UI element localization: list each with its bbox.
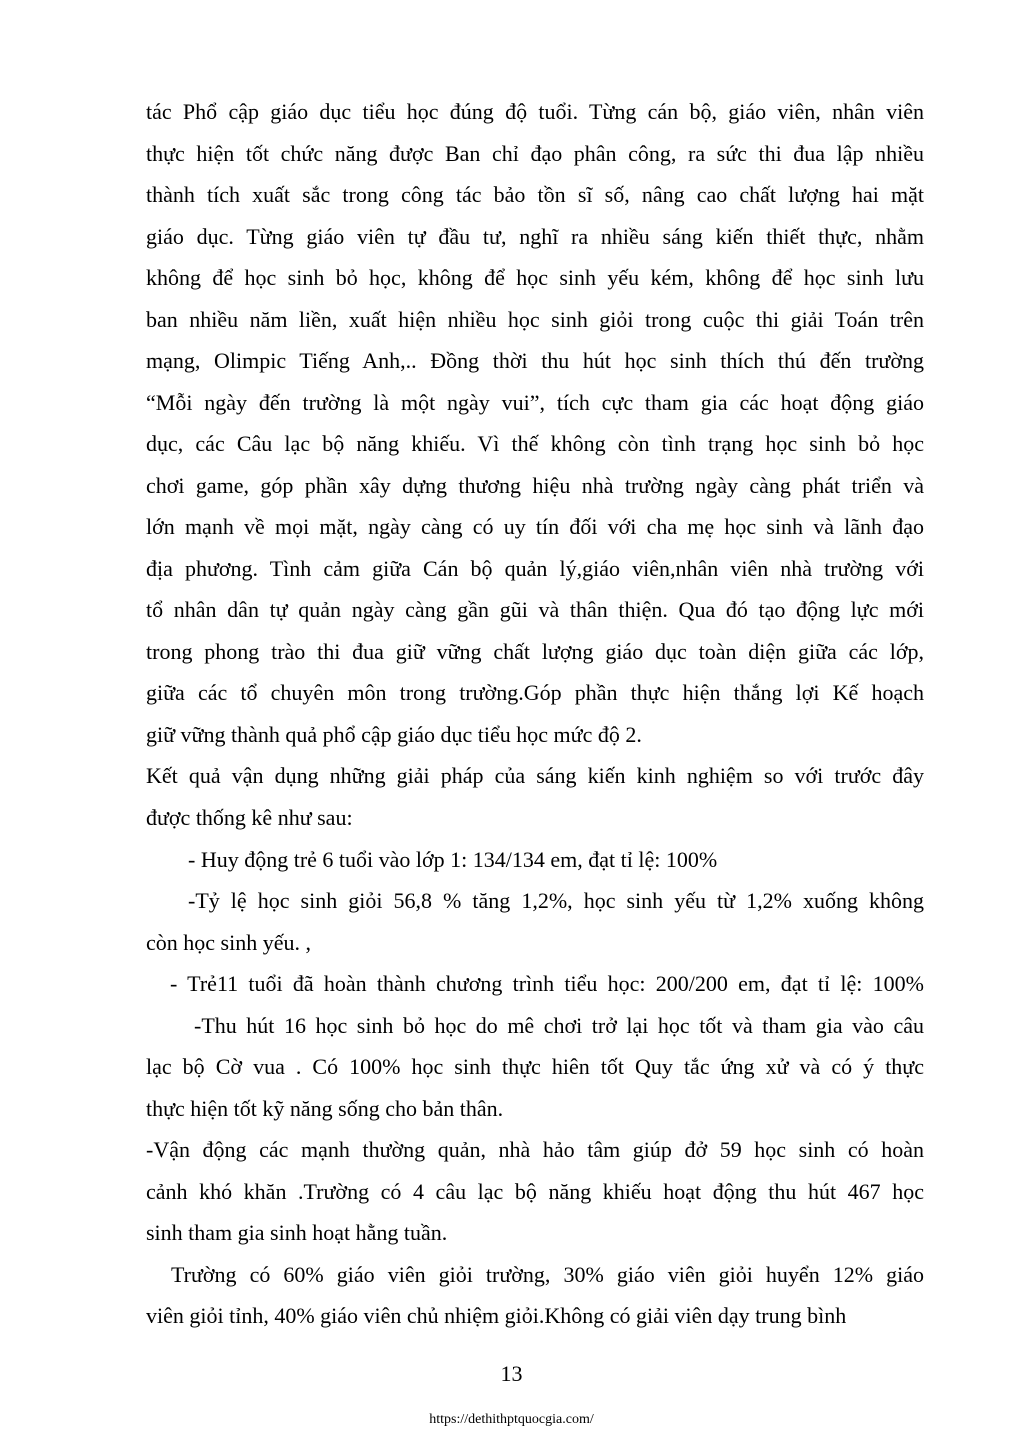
body-line: tác Phổ cập giáo dục tiểu học đúng độ tuổi. Từng cán bộ, giáo viên, nhân viên	[146, 99, 924, 124]
body-line: trong phong trào thi đua giữ vững chất lượng giáo dục toàn diện giữa các lớp,	[146, 639, 924, 664]
body-line: được thống kê như sau:	[146, 805, 353, 830]
list-item: - Huy động trẻ 6 tuổi vào lớp 1: 134/134 em, đạt tỉ lệ: 100%	[188, 847, 718, 872]
body-line: còn học sinh yếu. ,	[146, 930, 311, 955]
body-line: giữ vững thành quả phổ cập giáo dục tiểu học mức độ 2.	[146, 722, 642, 747]
list-item: -Tỷ lệ học sinh giỏi 56,8 % tăng 1,2%, học sinh yếu từ 1,2% xuống không	[188, 888, 924, 913]
body-line: địa phương. Tình cảm giữa Cán bộ quản lý,giáo viên,nhân viên nhà trường với	[146, 556, 924, 581]
body-line: lạc bộ Cờ vua . Có 100% học sinh thực hiên tốt Quy tắc ứng xử và có ý thực	[146, 1054, 924, 1079]
body-line: mạng, Olimpic Tiếng Anh,.. Đồng thời thu hút học sinh thích thú đến trường	[146, 348, 924, 373]
footer-url[interactable]: https://dethithptquocgia.com/	[429, 1412, 594, 1427]
body-line: thành tích xuất sắc trong công tác bảo tồn sĩ số, nâng cao chất lượng hai mặt	[146, 182, 924, 207]
body-line: không để học sinh bỏ học, không để học sinh yếu kém, không để học sinh lưu	[146, 265, 924, 290]
body-line: “Mỗi ngày đến trường là một ngày vui”, tích cực tham gia các hoạt động giáo	[146, 390, 924, 415]
body-line: thực hiện tốt kỹ năng sống cho bản thân.	[146, 1096, 504, 1121]
body-line: Trường có 60% giáo viên giỏi trường, 30% giáo viên giỏi huyển 12% giáo	[171, 1262, 924, 1287]
body-line: Kết quả vận dụng những giải pháp của sáng kiến kinh nghiệm so với trước đây	[146, 763, 924, 788]
body-line: giáo dục. Từng giáo viên tự đầu tư, nghĩ ra nhiều sáng kiến thiết thực, nhằm	[146, 224, 924, 249]
body-line: sinh tham gia sinh hoạt hằng tuần.	[146, 1220, 448, 1245]
body-line: dục, các Câu lạc bộ năng khiếu. Vì thế không còn tình trạng học sinh bỏ học	[146, 431, 924, 456]
body-line: ban nhiều năm liền, xuất hiện nhiều học sinh giỏi trong cuộc thi giải Toán trên	[146, 307, 924, 332]
body-line: giữa các tổ chuyên môn trong trường.Góp phần thực hiện thắng lợi Kế hoạch	[146, 680, 924, 705]
body-line: chơi game, góp phần xây dựng thương hiệu nhà trường ngày càng phát triển và	[146, 473, 924, 498]
page-number: 13	[500, 1361, 523, 1386]
list-item: -Thu hút 16 học sinh bỏ học do mê chơi trở lại học tốt và tham gia vào câu	[194, 1013, 924, 1038]
list-item: -Vận động các mạnh thường quản, nhà hảo tâm giúp đở 59 học sinh có hoàn	[146, 1137, 924, 1162]
body-line: viên giỏi tỉnh, 40% giáo viên chủ nhiệm giỏi.Không có giải viên dạy trung bình	[146, 1303, 847, 1328]
body-line: tổ nhân dân tự quản ngày càng gần gũi và thân thiện. Qua đó tạo động lực mới	[146, 597, 924, 622]
body-line: cảnh khó khăn .Trường có 4 câu lạc bộ năng khiếu hoạt động thu hút 467 học	[146, 1179, 924, 1204]
body-line: thực hiện tốt chức năng được Ban chỉ đạo phân công, ra sức thi đua lập nhiều	[146, 141, 924, 166]
list-item: - Trẻ11 tuổi đã hoàn thành chương trình tiểu học: 200/200 em, đạt tỉ lệ: 100%	[170, 971, 924, 996]
body-line: lớn mạnh về mọi mặt, ngày càng có uy tín đối với cha mẹ học sinh và lãnh đạo	[146, 514, 924, 539]
